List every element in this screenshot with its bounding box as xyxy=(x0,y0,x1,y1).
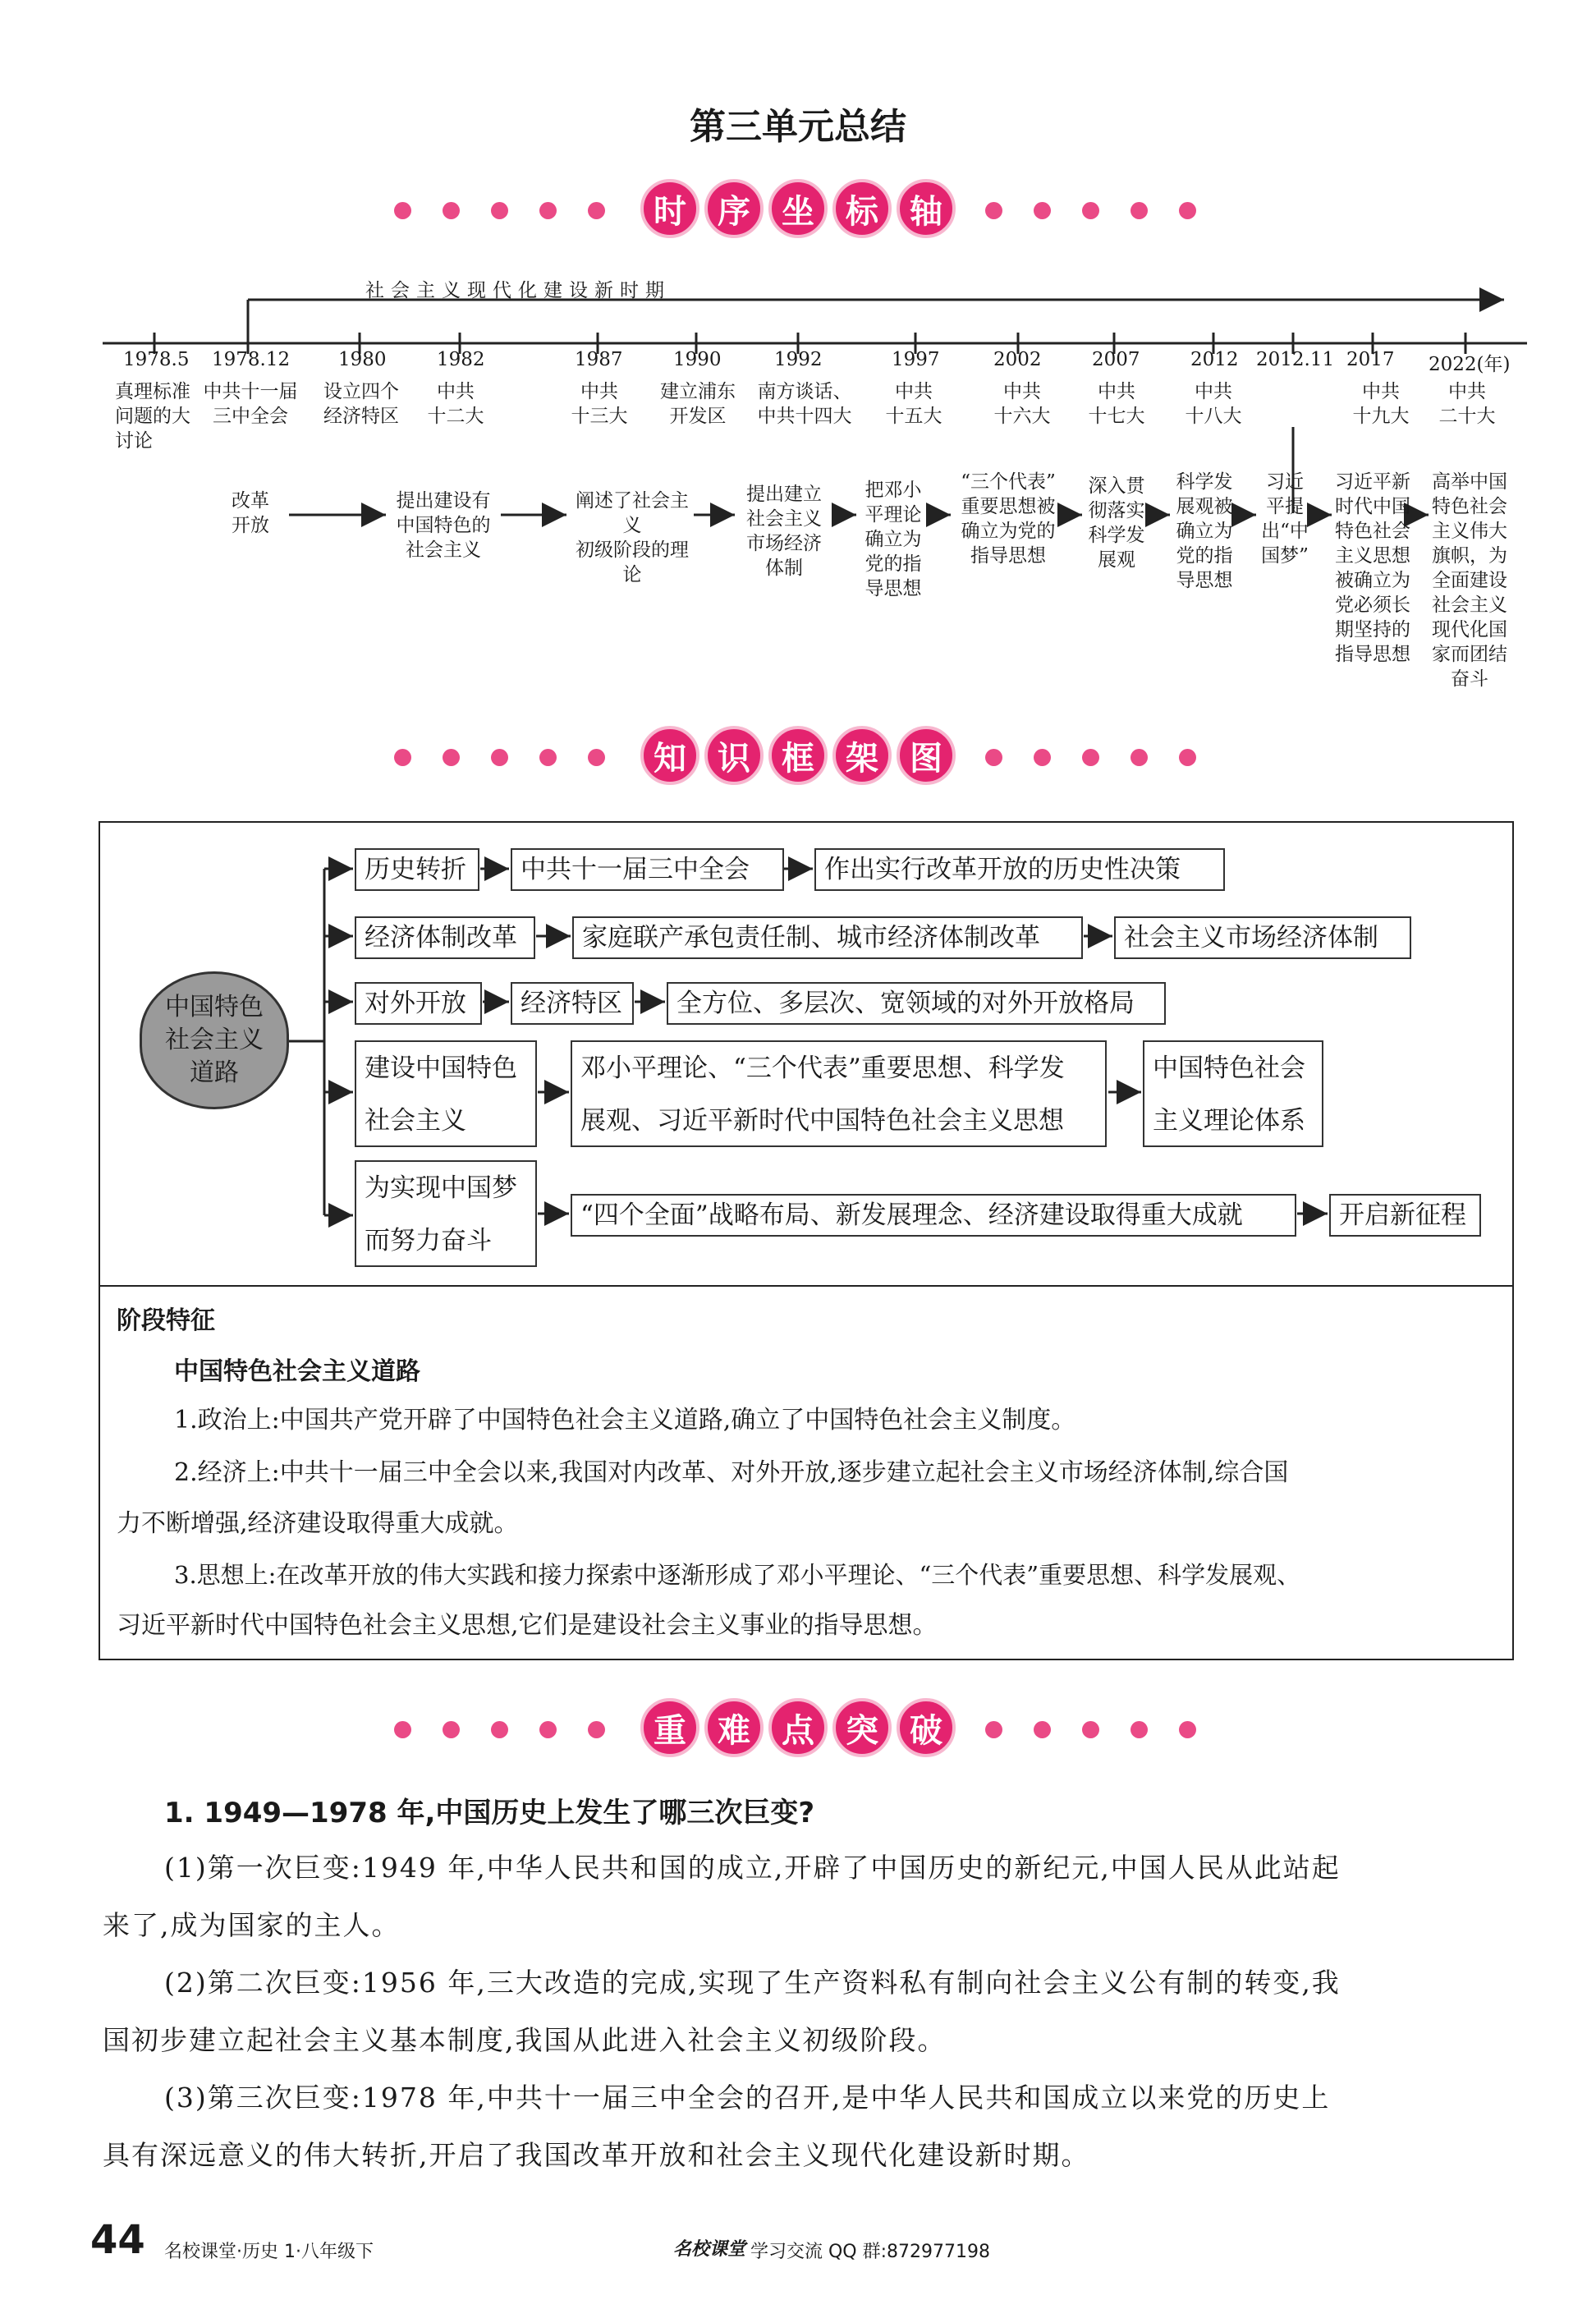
framework-box: 经济体制改革 xyxy=(355,916,535,959)
footer-book: 名校课堂·历史 1·八年级下 xyxy=(164,2242,374,2262)
banner-character: 识 xyxy=(704,726,764,785)
timeline-year: 2007 xyxy=(1092,349,1140,370)
timeline-result: 阐述了社会主义 初级阶段的理论 xyxy=(576,490,689,585)
timeline-result: 提出建立 社会主义 市场经济 体制 xyxy=(746,484,822,579)
framework-box: 邓小平理论、“三个代表”重要思想、科学发 展观、习近平新时代中国特色社会主义思想 xyxy=(571,1040,1107,1147)
stage-subheading: 中国特色社会主义道路 xyxy=(174,1357,420,1386)
framework-box: 全方位、多层次、宽领域的对外开放格局 xyxy=(667,982,1166,1025)
framework-box: 社会主义市场经济体制 xyxy=(1114,916,1411,959)
timeline-year: 1980 xyxy=(338,349,387,370)
framework-box: 家庭联产承包责任制、城市经济体制改革 xyxy=(572,916,1083,959)
banner-character: 突 xyxy=(832,1698,892,1757)
timeline-event: 设立四个 经济特区 xyxy=(323,381,399,427)
framework-box: 历史转折 xyxy=(355,848,479,891)
timeline-year: 2017 xyxy=(1346,349,1395,370)
timeline-event: 中共 十五大 xyxy=(885,381,942,427)
timeline-event: 中共 十九大 xyxy=(1352,381,1410,427)
banner-character: 框 xyxy=(768,726,828,785)
banner-character: 坐 xyxy=(768,179,828,238)
timeline-event: 中共 十六大 xyxy=(993,381,1051,427)
banner-character: 重 xyxy=(640,1698,699,1757)
banner-character: 序 xyxy=(704,179,764,238)
timeline-result: “三个代表” 重要思想被 确立为党的 指导思想 xyxy=(961,471,1056,567)
answer-line: 具有深远意义的伟大转折,开启了我国改革开放和社会主义现代化建设新时期。 xyxy=(103,2139,1090,2171)
stage-paragraph: 3.思想上:在改革开放的伟大实践和接力探索中逐渐形成了邓小平理论、“三个代表”重要思想、科学发展观、 xyxy=(174,1561,1301,1589)
timeline-year: 1978.5 xyxy=(123,349,190,370)
banner-character: 架 xyxy=(832,726,892,785)
banner-character: 时 xyxy=(640,179,699,238)
timeline-year: 2012 xyxy=(1190,349,1239,370)
timeline-year: 1978.12 xyxy=(212,349,291,370)
stage-paragraph: 2.经济上:中共十一届三中全会以来,我国对内改革、对外开放,逐步建立起社会主义市场经济体制,综合国 xyxy=(174,1458,1289,1487)
question-heading: 1. 1949—1978 年,中国历史上发生了哪三次巨变? xyxy=(164,1797,815,1829)
banner-character: 轴 xyxy=(897,179,956,238)
banner-character: 破 xyxy=(897,1698,956,1757)
stage-paragraph: 1.政治上:中国共产党开辟了中国特色社会主义道路,确立了中国特色社会主义制度。 xyxy=(174,1406,1076,1435)
timeline-year: 2012.11 xyxy=(1256,349,1335,370)
answer-line: (3)第三次巨变:1978 年,中共十一届三中全会的召开,是中华人民共和国成立以来党的历史上 xyxy=(164,2082,1331,2114)
timeline-result: 科学发 展观被 确立为 党的指 导思想 xyxy=(1176,471,1233,591)
timeline-event: 中共 十二大 xyxy=(427,381,484,427)
banner-character: 标 xyxy=(832,179,892,238)
timeline-result: 深入贯 彻落实 科学发 展观 xyxy=(1088,475,1145,571)
banner-character: 图 xyxy=(897,726,956,785)
framework-center-label: 中国特色 社会主义 道路 xyxy=(165,993,264,1087)
framework-box: 对外开放 xyxy=(355,982,482,1025)
framework-box: 开启新征程 xyxy=(1329,1194,1481,1237)
timeline-year: 1990 xyxy=(673,349,722,370)
banner-character: 知 xyxy=(640,726,699,785)
page-number: 44 xyxy=(90,2217,145,2263)
framework-box: “四个全面”战略布局、新发展理念、经济建设取得重大成就 xyxy=(571,1194,1296,1237)
page-title: 第三单元总结 xyxy=(690,106,906,148)
timeline-result: 提出建设有 中国特色的 社会主义 xyxy=(396,490,491,561)
timeline-result: 高举中国 特色社会 主义伟大 旗帜，为 全面建设 社会主义 现代化国 家而团结 奋斗 xyxy=(1432,471,1507,690)
key-points-banner xyxy=(0,1692,1596,1765)
timeline-result: 习近平新 时代中国 特色社会 主义思想 被确立为 党必须长 期坚持的 指导思想 xyxy=(1335,471,1410,665)
framework-box: 为实现中国梦 而努力奋斗 xyxy=(355,1160,537,1267)
timeline-event: 建立浦东 开发区 xyxy=(660,381,736,427)
footer-logo: 名校课堂 xyxy=(673,2239,746,2260)
timeline-year: 1982 xyxy=(437,349,485,370)
framework-box: 建设中国特色 社会主义 xyxy=(355,1040,537,1147)
timeline-year: 2002 xyxy=(993,349,1042,370)
timeline-event: 南方谈话、 中共十四大 xyxy=(757,381,852,427)
timeline-event: 中共 十三大 xyxy=(571,381,628,427)
framework-box: 中国特色社会 主义理论体系 xyxy=(1143,1040,1323,1147)
timeline-event: 中共十一届 三中全会 xyxy=(203,381,298,427)
answer-line: (2)第二次巨变:1956 年,三大改造的完成,实现了生产资料私有制向社会主义公有制的转变,我 xyxy=(164,1967,1341,1999)
section-divider xyxy=(100,1285,1512,1287)
stage-heading: 阶段特征 xyxy=(117,1306,215,1335)
timeline-event: 中共 十八大 xyxy=(1185,381,1242,427)
framework-box: 中共十一届三中全会 xyxy=(511,848,784,891)
timeline-result: 把邓小 平理论 确立为 党的指 导思想 xyxy=(864,480,922,599)
timeline-result: 习近 平提 出“中 国梦” xyxy=(1261,471,1309,567)
framework-center-cloud xyxy=(140,971,289,1109)
timeline-year: 1987 xyxy=(575,349,623,370)
timeline-period-label: 社会主义现代化建设新时期 xyxy=(365,280,671,301)
timeline-year: 2022(年) xyxy=(1429,354,1511,375)
answer-line: 来了,成为国家的主人。 xyxy=(103,1909,401,1941)
timeline-year: 1992 xyxy=(774,349,823,370)
banner-character: 点 xyxy=(768,1698,828,1757)
banner-character: 难 xyxy=(704,1698,764,1757)
timeline-event: 真理标准 问题的大 讨论 xyxy=(115,381,190,452)
framework-box: 作出实行改革开放的历史性决策 xyxy=(814,848,1225,891)
answer-line: 国初步建立起社会主义基本制度,我国从此进入社会主义初级阶段。 xyxy=(103,2024,947,2056)
timeline-event: 中共 十七大 xyxy=(1088,381,1145,427)
stage-paragraph: 力不断增强,经济建设取得重大成就。 xyxy=(117,1509,519,1538)
footer-center: 学习交流 QQ 群:872977198 xyxy=(750,2242,991,2262)
timeline-result: 改革 开放 xyxy=(232,490,269,536)
framework-box: 经济特区 xyxy=(511,982,634,1025)
stage-paragraph: 习近平新时代中国特色社会主义思想,它们是建设社会主义事业的指导思想。 xyxy=(117,1611,938,1640)
timeline-year: 1997 xyxy=(892,349,940,370)
answer-line: (1)第一次巨变:1949 年,中华人民共和国的成立,开辟了中国历史的新纪元,中国人民从此站起 xyxy=(164,1852,1341,1884)
timeline-event: 中共 二十大 xyxy=(1438,381,1496,427)
